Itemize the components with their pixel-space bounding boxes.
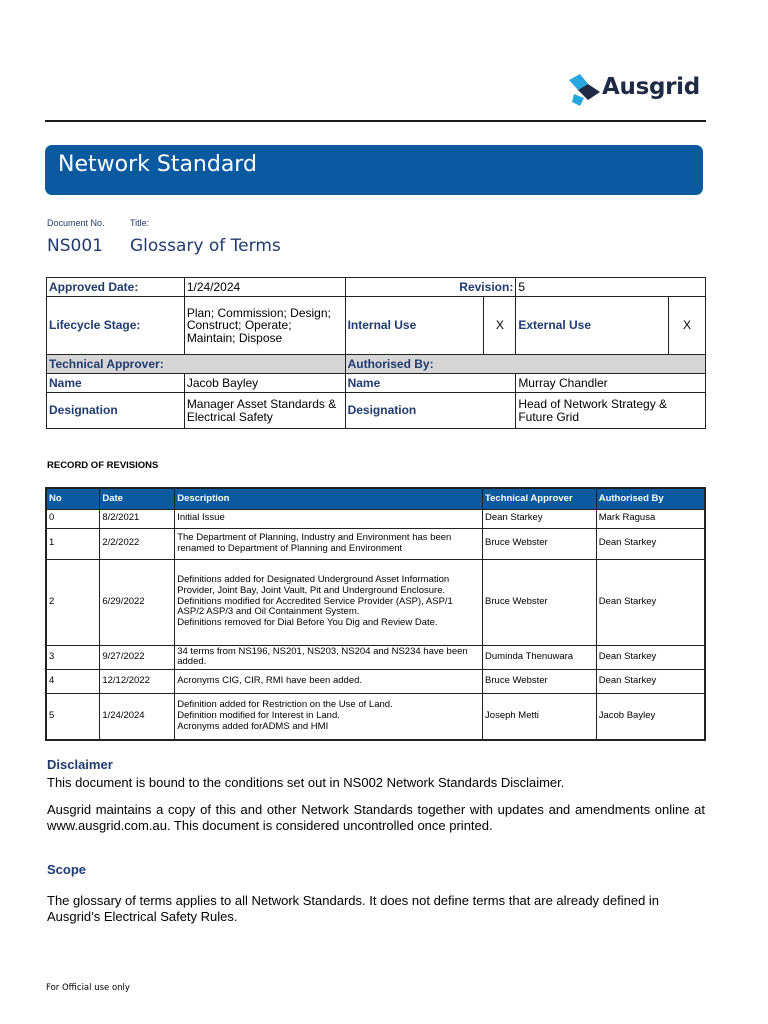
approved-date-value: 1/24/2024: [184, 278, 345, 297]
auth-name-value: Murray Chandler: [516, 374, 706, 393]
revision-no: 3: [46, 645, 100, 670]
disclaimer-heading: Disclaimer: [47, 757, 113, 772]
tech-designation-label: Designation: [47, 393, 185, 429]
revision-description: [175, 670, 483, 694]
revision-no: 1: [46, 528, 100, 559]
document-metadata-table: [46, 277, 706, 429]
revision-date: 9/27/2022: [100, 645, 175, 670]
description-line: Definition modified for Interest in Land.: [177, 710, 340, 722]
revision-date: 8/2/2021: [100, 509, 175, 528]
network-standard-banner: [45, 145, 703, 195]
internal-use-mark: X: [484, 297, 516, 355]
auth-designation-value: Head of Network Strategy & Future Grid: [516, 393, 706, 429]
banner-title: Network Standard: [58, 152, 257, 177]
description-line: Acronyms added forADMS and HMI: [177, 721, 329, 733]
revision-date: 2/2/2022: [100, 528, 175, 559]
revision-date: 1/24/2024: [100, 694, 175, 740]
table-row: [46, 509, 705, 528]
revision-technical-approver: Dean Starkey: [483, 509, 597, 528]
disclaimer-paragraph-2: Ausgrid maintains a copy of this and other Network Standards together with updates and amendments online at www.ausgrid.com.au. This document is considered uncontrolled once printed.: [47, 802, 705, 833]
authorised-by-heading: Authorised By:: [345, 355, 705, 374]
table-row: [46, 670, 705, 694]
col-header-description: Description: [175, 488, 483, 509]
revision-authorised-by: Dean Starkey: [596, 670, 705, 694]
revision-date: 6/29/2022: [100, 559, 175, 645]
revision-technical-approver: Bruce Webster: [483, 670, 597, 694]
revision-no: 0: [46, 509, 100, 528]
designation-row: [47, 393, 706, 429]
revision-description: [175, 528, 483, 559]
revisions-header-row: [46, 488, 705, 509]
revisions-table: [45, 487, 706, 741]
technical-approver-heading: Technical Approver:: [47, 355, 346, 374]
external-use-label: External Use: [516, 297, 669, 355]
description-line: Initial Issue: [177, 512, 225, 524]
auth-designation-label: Designation: [345, 393, 516, 429]
tech-designation-value: Manager Asset Standards & Electrical Safety: [184, 393, 345, 429]
lifecycle-value: Plan; Commission; Design; Construct; Operate; Maintain; Dispose: [184, 297, 345, 355]
scope-heading: Scope: [47, 862, 87, 877]
auth-name-label: Name: [345, 374, 516, 393]
revision-date: 12/12/2022: [100, 670, 175, 694]
revision-authorised-by: Jacob Bayley: [596, 694, 705, 740]
footer-classification: For Official use only: [46, 983, 130, 993]
ausgrid-logo-mark-icon: [566, 72, 602, 108]
document-title: Glossary of Terms: [130, 236, 281, 256]
description-line: Definitions modified for Accredited Service Provider (ASP), ASP/1 ASP/2 ASP/3 and Oil Containment System.: [177, 595, 453, 618]
table-row: [46, 528, 705, 559]
revision-value: 5: [516, 278, 706, 297]
approved-date-row: [47, 278, 706, 297]
header-divider: [45, 120, 706, 122]
revision-authorised-by: Dean Starkey: [596, 559, 705, 645]
revision-authorised-by: Dean Starkey: [596, 528, 705, 559]
approver-section-row: [47, 355, 706, 374]
approved-date-label: Approved Date:: [47, 278, 185, 297]
external-use-mark: X: [669, 297, 706, 355]
revision-authorised-by: Dean Starkey: [596, 645, 705, 670]
tech-name-value: Jacob Bayley: [184, 374, 345, 393]
description-line: 34 terms from NS196, NS201, NS203, NS204 and NS234 have been added.: [177, 645, 468, 668]
disclaimer-paragraph-1: This document is bound to the conditions set out in NS002 Network Standards Disclaimer.: [47, 775, 565, 790]
description-line: Acronyms CIG, CIR, RMI have been added.: [177, 675, 363, 687]
col-header-date: Date: [100, 488, 175, 509]
description-line: Definition added for Restriction on the Use of Land.: [177, 699, 393, 711]
document-number: NS001: [47, 236, 103, 256]
lifecycle-label: Lifecycle Stage:: [47, 297, 185, 355]
col-header-authorised-by: Authorised By: [596, 488, 705, 509]
revision-no: 5: [46, 694, 100, 740]
description-line: Definitions added for Designated Underground Asset Information Provider, Joint Bay, Joint Vault, Pit and Underground Enclosure.: [177, 573, 450, 596]
ausgrid-logo-wordmark: Ausgrid: [602, 74, 700, 100]
internal-use-label: Internal Use: [345, 297, 484, 355]
revision-description: [175, 559, 483, 645]
description-line: Definitions removed for Dial Before You Dig and Review Date.: [177, 617, 438, 629]
revision-no: 4: [46, 670, 100, 694]
document-no-label: Document No.: [47, 218, 105, 228]
col-header-technical-approver: Technical Approver: [483, 488, 597, 509]
revision-technical-approver: Bruce Webster: [483, 528, 597, 559]
revision-technical-approver: Duminda Thenuwara: [483, 645, 597, 670]
ausgrid-logo: [566, 72, 706, 108]
tech-name-label: Name: [47, 374, 185, 393]
table-row: [46, 694, 705, 740]
title-label: Title:: [130, 218, 150, 228]
description-line: The Department of Planning, Industry and Environment has been renamed to Department of Planning and Environment: [177, 531, 452, 554]
record-of-revisions-heading: RECORD OF REVISIONS: [47, 460, 159, 471]
col-header-no: No: [46, 488, 100, 509]
name-row: [47, 374, 706, 393]
revision-authorised-by: Mark Ragusa: [596, 509, 705, 528]
revision-description: [175, 645, 483, 670]
revision-technical-approver: Bruce Webster: [483, 559, 597, 645]
revision-description: [175, 509, 483, 528]
table-row: [46, 645, 705, 670]
lifecycle-row: [47, 297, 706, 355]
revision-description: [175, 694, 483, 740]
revision-label: Revision:: [345, 278, 516, 297]
revision-technical-approver: Joseph Metti: [483, 694, 597, 740]
scope-paragraph: The glossary of terms applies to all Network Standards. It does not define terms that are already defined in Ausgrid’s Electrical Safety Rules.: [47, 893, 660, 924]
table-row: [46, 559, 705, 645]
revision-no: 2: [46, 559, 100, 645]
